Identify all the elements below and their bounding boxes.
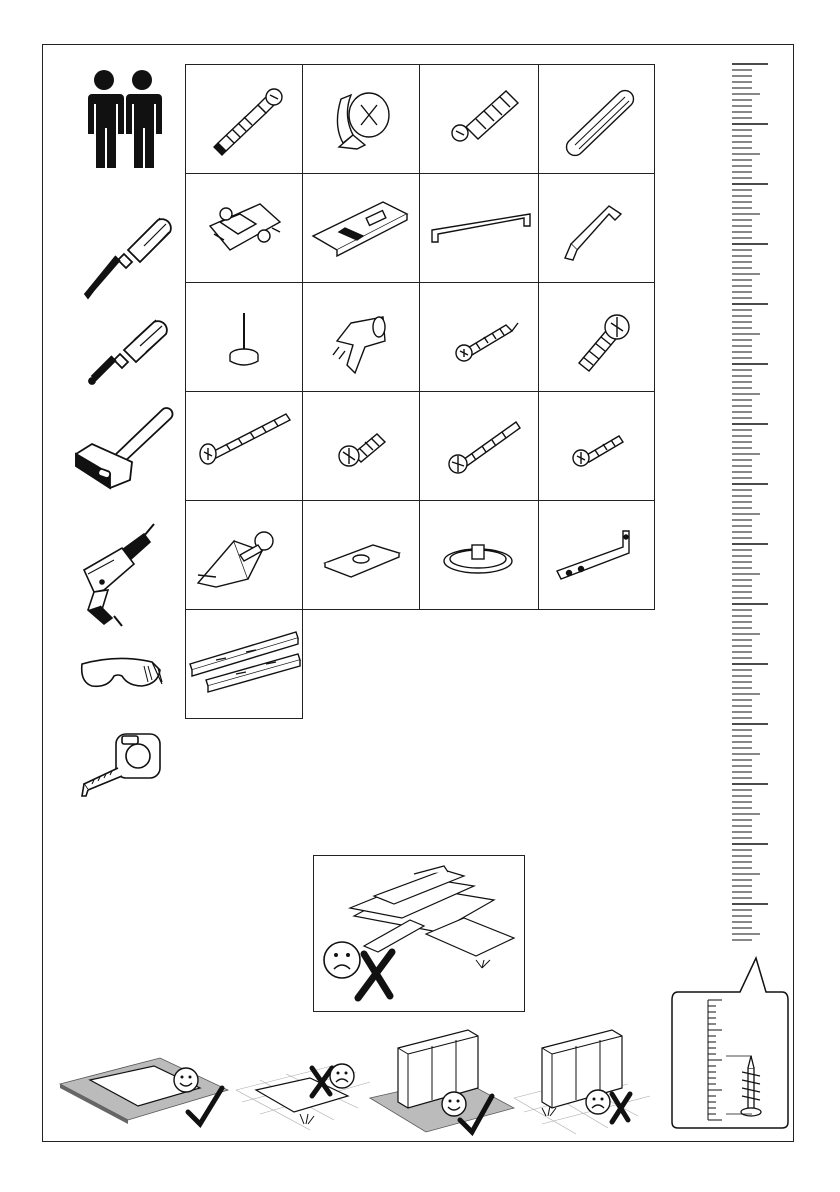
angle-bracket-icon	[539, 501, 654, 609]
part-hinge-plate	[302, 173, 420, 283]
part-handle	[419, 173, 539, 283]
cross-mark-icon	[612, 1094, 630, 1122]
short-euro-screw-icon	[303, 392, 419, 500]
euro-screw-icon	[539, 283, 654, 391]
cross-mark-icon	[358, 952, 392, 998]
part-small-screw	[538, 391, 655, 501]
felt-pad-icon	[420, 501, 538, 609]
part-long-screw	[185, 391, 303, 501]
chipboard-screw-icon	[420, 392, 538, 500]
flat-screwdriver-icon	[80, 210, 172, 302]
handle-icon	[420, 174, 538, 282]
drawer-runners-icon	[186, 610, 302, 718]
two-persons-icon	[78, 68, 168, 172]
upright-on-mat-icon	[368, 1024, 518, 1142]
part-wooden-dowel	[538, 64, 655, 174]
measuring-ruler	[730, 62, 770, 942]
wood-screw-icon	[420, 283, 538, 391]
small-screw-icon	[539, 392, 654, 500]
stacked-panels-icon	[314, 856, 524, 1011]
part-chipboard-screw	[419, 391, 539, 501]
shelf-support-icon	[303, 283, 419, 391]
upright-on-bare-floor-icon	[512, 1024, 662, 1142]
part-shelf-support	[302, 282, 420, 392]
assemble-on-mat-icon	[50, 1050, 230, 1142]
wall-plug-screw-icon	[420, 65, 538, 173]
part-euro-screw	[538, 282, 655, 392]
sad-face-icon	[586, 1090, 610, 1114]
tape-measure-icon	[78, 728, 164, 800]
happy-face-icon	[442, 1092, 466, 1116]
part-wood-screw	[419, 282, 539, 392]
hinge-washer-icon	[303, 501, 419, 609]
part-drawer-runners	[185, 609, 303, 719]
safety-glasses-icon	[78, 654, 164, 694]
part-furniture-nail	[185, 282, 303, 392]
cam-bolt-icon	[186, 65, 302, 173]
sad-face-icon	[324, 942, 360, 978]
corner-block-icon	[186, 501, 302, 609]
sad-face-icon	[330, 1064, 354, 1088]
part-cam-lock	[302, 64, 420, 174]
part-cam-bolt	[185, 64, 303, 174]
furniture-nail-icon	[186, 283, 302, 391]
part-corner-block	[185, 500, 303, 610]
part-felt-pad	[419, 500, 539, 610]
hinge-icon	[186, 174, 302, 282]
part-allen-key	[538, 173, 655, 283]
cam-lock-icon	[303, 65, 419, 173]
part-hinge-washer	[302, 500, 420, 610]
long-screw-icon	[186, 392, 302, 500]
part-hinge	[185, 173, 303, 283]
part-short-euro-screw	[302, 391, 420, 501]
phillips-screwdriver-icon	[80, 314, 172, 388]
hammer-icon	[70, 404, 176, 490]
part-wall-plug-screw	[419, 64, 539, 174]
allen-key-icon	[539, 174, 654, 282]
hinge-plate-icon	[303, 174, 419, 282]
screw-size-callout	[668, 952, 792, 1132]
wooden-dowel-icon	[539, 65, 654, 173]
warning-do-not-stack-panels	[313, 855, 525, 1012]
part-angle-bracket	[538, 500, 655, 610]
drill-icon	[74, 520, 160, 630]
not-on-bare-floor-icon	[230, 1050, 380, 1142]
happy-face-icon	[174, 1068, 198, 1092]
